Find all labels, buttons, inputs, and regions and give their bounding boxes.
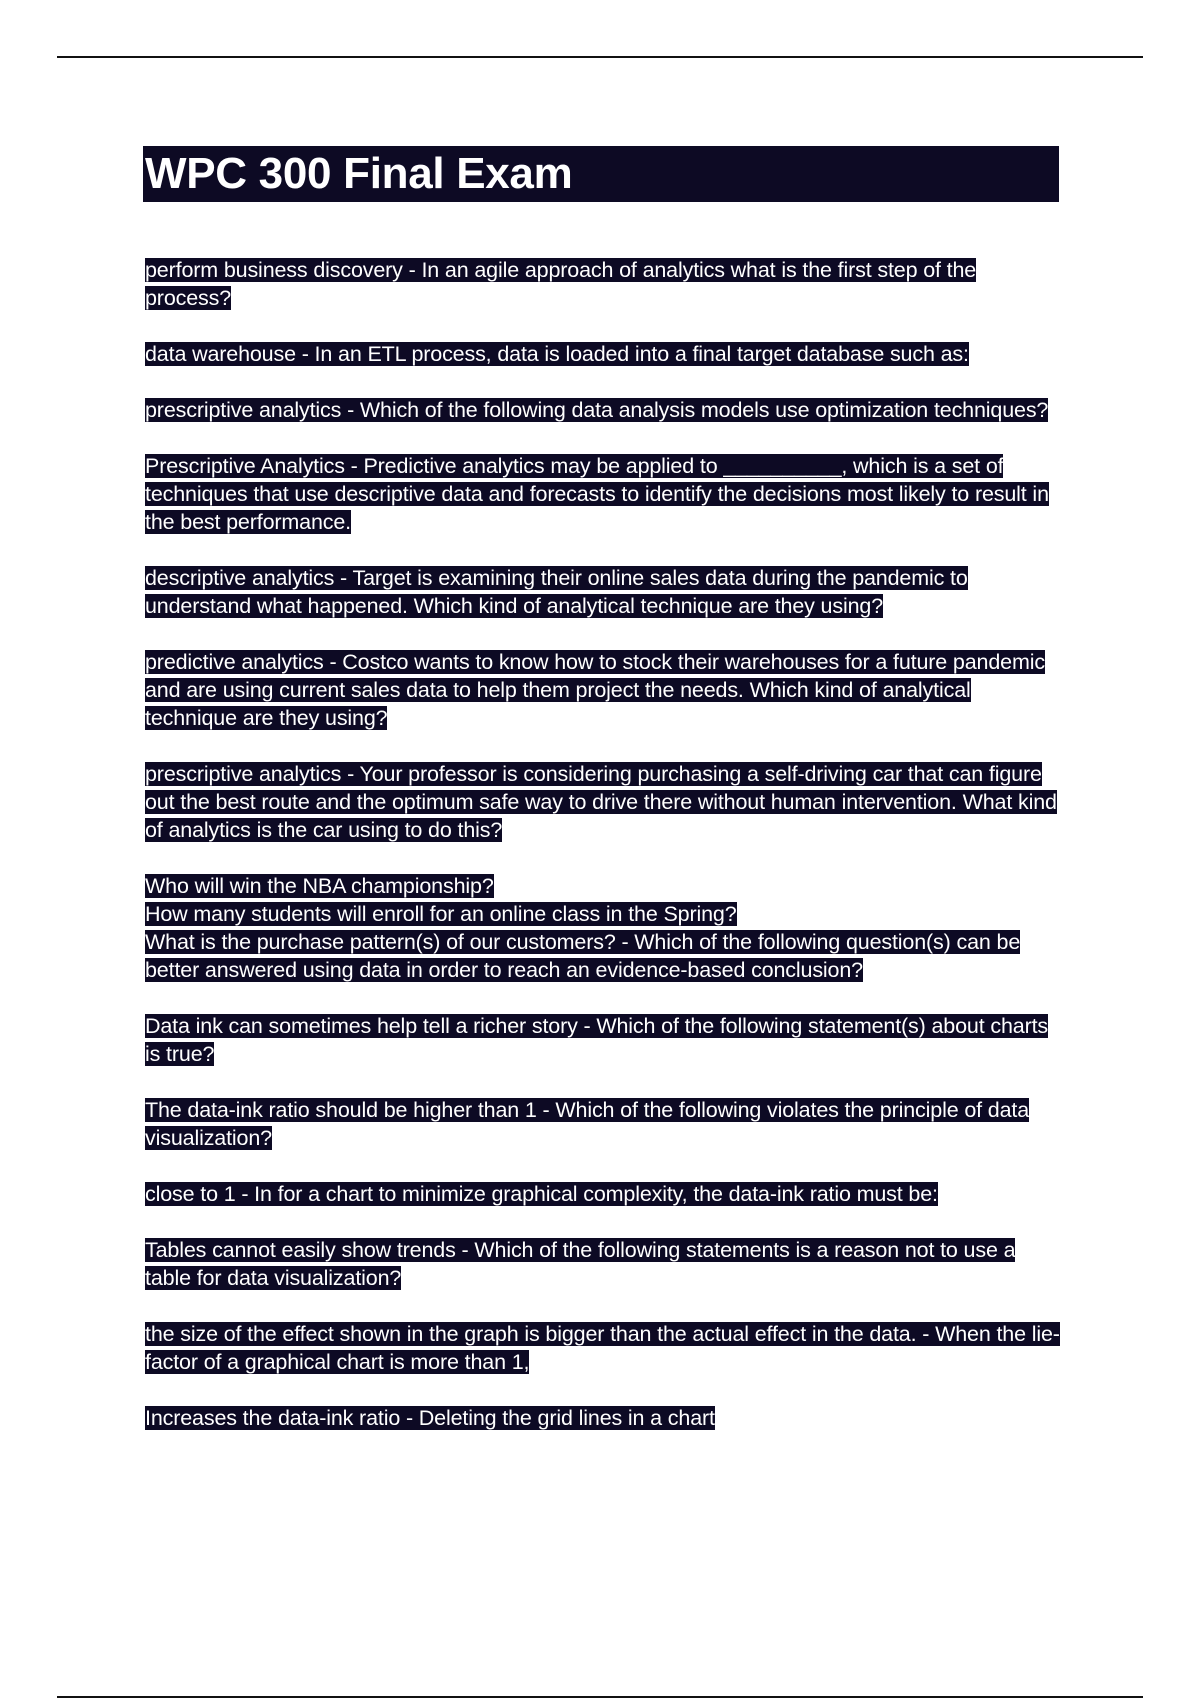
- qa-item: [145, 1320, 1065, 1376]
- qa-line: Who will win the NBA championship?: [145, 874, 494, 898]
- qa-item: [145, 760, 1065, 844]
- qa-text: Tables cannot easily show trends - Which of the following statements is a reason not to use a table for data visualization?: [145, 1238, 1016, 1290]
- qa-text: descriptive analytics - Target is examining their online sales data during the pandemic to understand what happened. Which kind of analytical technique are they using?: [145, 566, 968, 618]
- qa-item: [145, 452, 1065, 536]
- qa-text: prescriptive analytics - Your professor is considering purchasing a self-driving car that can figure out the best route and the optimum safe way to drive there without human intervention. What kind of analytics is the car using to do this?: [145, 762, 1057, 842]
- qa-text: Increases the data-ink ratio - Deleting the grid lines in a chart: [145, 1406, 715, 1430]
- qa-text: predictive analytics - Costco wants to know how to stock their warehouses for a future pandemic and are using current sales data to help them project the needs. Which kind of analytical technique are they using?: [145, 650, 1045, 730]
- qa-text: perform business discovery - In an agile approach of analytics what is the first step of the process?: [145, 258, 977, 310]
- qa-item: [145, 1404, 1065, 1432]
- qa-item: [145, 1096, 1065, 1152]
- qa-item: [145, 648, 1065, 732]
- qa-text: Data ink can sometimes help tell a richer story - Which of the following statement(s) about charts is true?: [145, 1014, 1049, 1066]
- qa-text: The data-ink ratio should be higher than 1 - Which of the following violates the principle of data visualization?: [145, 1098, 1030, 1150]
- qa-text: data warehouse - In an ETL process, data is loaded into a final target database such as:: [145, 342, 969, 366]
- qa-line: What is the purchase pattern(s) of our customers? - Which of the following question(s) can be better answered using data in order to reach an evidence-based conclusion?: [145, 930, 1021, 982]
- top-rule: [57, 56, 1143, 58]
- bottom-rule: [57, 1696, 1143, 1698]
- document-title: WPC 300 Final Exam: [145, 149, 573, 198]
- qa-text: prescriptive analytics - Which of the following data analysis models use optimization techniques?: [145, 398, 1049, 422]
- qa-item: [145, 1180, 1065, 1208]
- qa-text: Prescriptive Analytics - Predictive analytics may be applied to __________, which is a set of techniques that use descriptive data and forecasts to identify the decisions most likely to result in the best performance.: [145, 454, 1049, 534]
- title-bar: [143, 146, 1059, 202]
- qa-item: [145, 1012, 1065, 1068]
- qa-item: [145, 564, 1065, 620]
- qa-item: [145, 340, 1065, 368]
- qa-item: [145, 256, 1065, 312]
- qa-text: the size of the effect shown in the graph is bigger than the actual effect in the data. - When the lie-factor of a graphical chart is more than 1,: [145, 1322, 1060, 1374]
- qa-text: close to 1 - In for a chart to minimize graphical complexity, the data-ink ratio must be:: [145, 1182, 938, 1206]
- qa-list: [145, 256, 1065, 1460]
- qa-item: [145, 396, 1065, 424]
- qa-item: [145, 1236, 1065, 1292]
- qa-item: [145, 872, 1065, 984]
- qa-line: How many students will enroll for an online class in the Spring?: [145, 902, 737, 926]
